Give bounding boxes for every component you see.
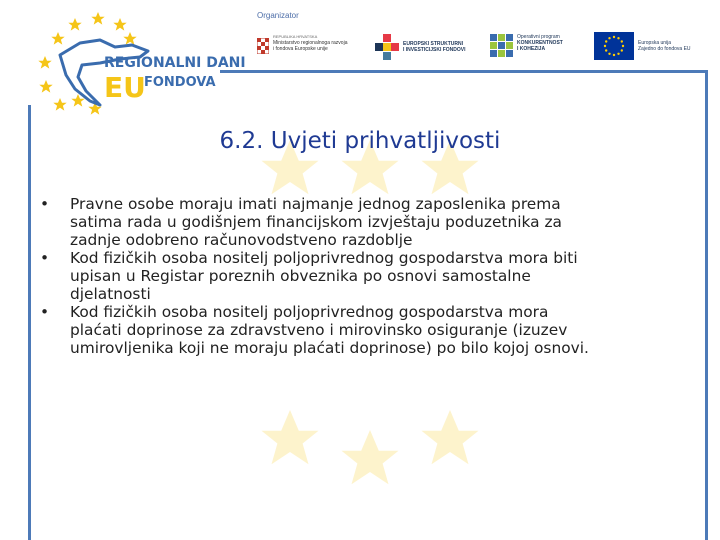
bullet-line: plaćati doprinose za zdravstveno i mirovinsko osiguranje (izuzev — [70, 321, 568, 339]
bullet-line: upisan u Registar poreznih obveznika po osnovi samostalne — [70, 267, 531, 285]
brand-line1: REGIONALNI DANI — [104, 55, 246, 71]
bullet-item — [40, 249, 690, 303]
op-line: Operativni program — [517, 34, 560, 40]
bullet-line: • Kod fizičkih osoba nositelj poljoprivrednog gospodarstva mora biti — [70, 249, 578, 267]
frame-line-top — [220, 70, 708, 73]
watermark-star — [342, 430, 399, 484]
esif-line: EUROPSKI STRUKTURNI — [403, 41, 464, 47]
watermark-star — [262, 410, 319, 464]
ministry-logo — [257, 32, 367, 62]
op-mosaic-icon — [490, 34, 514, 58]
bullet-line: umirovljenika koji ne moraju plaćati doprinose) po bilo kojoj osnovi. — [70, 339, 589, 357]
brand-eu: EU — [104, 71, 146, 104]
eu-line: Zajedno do fondova EU — [638, 46, 691, 52]
brand-line2: FONDOVA — [144, 75, 216, 90]
op-logo — [490, 32, 590, 62]
eu-line: Europska unija — [638, 40, 672, 46]
esif-line: I INVESTICIJSKI FONDOVI — [403, 47, 466, 53]
ministry-line: i fondova Europske unije — [273, 46, 328, 52]
op-line: KONKURENTNOST — [517, 40, 563, 46]
bullet-item — [40, 303, 690, 357]
bullet-line: satima rada u godišnjem financijskom izvještaju poduzetnika za — [70, 213, 562, 231]
frame-line-left — [28, 105, 31, 540]
bullet-list — [40, 195, 690, 357]
ministry-line: Ministarstvo regionalnoga razvoja — [273, 40, 348, 46]
esif-logo — [373, 32, 481, 62]
watermark-star — [422, 410, 479, 464]
eu-flag-icon — [594, 32, 634, 60]
esif-flag-icon — [373, 34, 401, 60]
op-line: I KOHEZIJA — [517, 46, 546, 52]
bullet-line: zadnje odobreno računovodstveno razdoblje — [70, 231, 413, 249]
organizer-label: Organizator — [257, 11, 299, 20]
bullet-line: djelatnosti — [70, 285, 151, 303]
slide-title: 6.2. Uvjeti prihvatljivosti — [219, 128, 501, 154]
coat-of-arms-icon — [257, 38, 269, 54]
bullet-line: • Pravne osobe moraju imati najmanje jednog zaposlenika prema — [70, 195, 561, 213]
regionalni-dani-logo — [20, 5, 260, 125]
bullet-item — [40, 195, 690, 249]
bullet-line: • Kod fizičkih osoba nositelj poljoprivrednog gospodarstva mora — [70, 303, 549, 321]
ministry-line: REPUBLIKA HRVATSKA — [273, 34, 318, 39]
eu-logo — [594, 32, 706, 62]
